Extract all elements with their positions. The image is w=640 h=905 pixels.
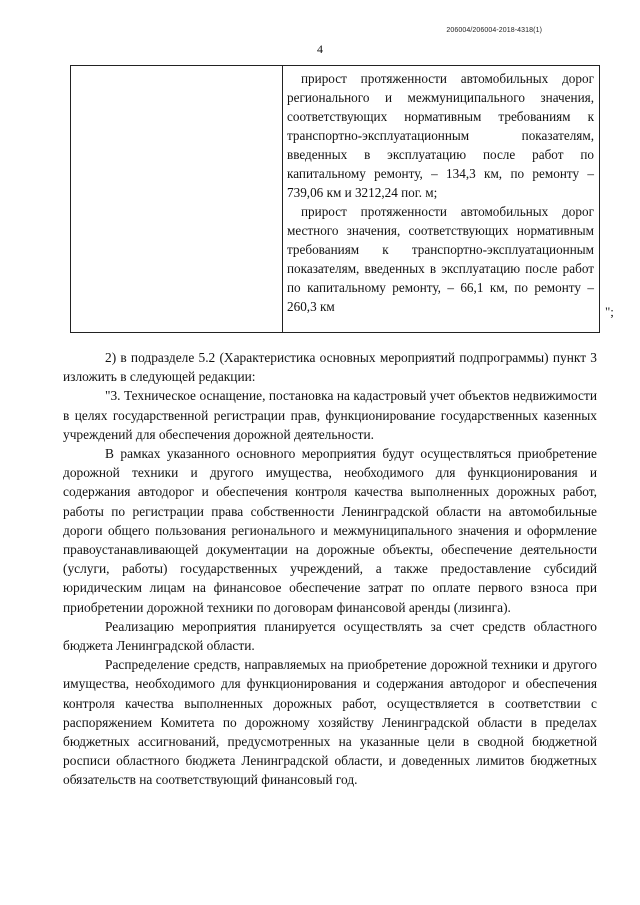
paragraph-item-3: "3. Техническое оснащение, постановка на кадастровый учет объектов недвижимости в целях государственной регистрации прав, функционирование государственных казенных учреждений для обеспечения дорожной деятельности. — [63, 388, 597, 442]
cell-paragraph-local: прирост протяженности автомобильных дорог местного значения, соответствующих нормативным требованиям к транспортно-эксплуатационным показателям, введенных в эксплуатацию после работ по капитальному ремонту, – 66,1 км, по ремонту – 260,3 км — [287, 204, 594, 314]
table-right-cell — [287, 69, 594, 316]
cell-paragraph-regional: прирост протяженности автомобильных дорог регионального и межмуниципального значения, соответствующих нормативным требованиям к транспортно-эксплуатационным показателям, введенных в эксплуатацию после работ по капитальному ремонту, – 134,3 км, по ремонту – 739,06 км и 3212,24 пог. м; — [287, 71, 594, 200]
body-text — [63, 348, 597, 790]
page-number: 4 — [317, 42, 323, 56]
closing-quote-mark: "; — [605, 304, 614, 319]
document-code: 206004/206004-2018-4318(1) — [446, 27, 542, 34]
paragraph-funding: Реализацию мероприятия планируется осуществлять за счет средств областного бюджета Ленинградской области. — [63, 618, 597, 654]
paragraph-amendment: 2) в подразделе 5.2 (Характеристика основных мероприятий подпрограммы) пункт 3 изложить в следующей редакции: — [63, 350, 597, 385]
paragraph-activities: В рамках указанного основного мероприятия будут осуществляться приобретение дорожной техники и другого имущества, необходимого для функционирования и содержания автодорог и обеспечения контроля качества выполненных дорожных работ, работы по регистрации права собственности Ленинградской области на автомобильные дороги общего пользования регионального и межмуниципального значения и оформление правоустанавливающей документации на дорожные объекты, обеспечение деятельности (услуги, работы) государственных учреждений, а также предоставление субсидий юридическим лицам на финансовое обеспечение затрат по оплате первого взноса при приобретении дорожной техники по договорам финансовой аренды (лизинга). — [63, 446, 597, 615]
paragraph-distribution: Распределение средств, направляемых на приобретение дорожной техники и другого имущества, необходимого для функционирования и содержания автодорог и обеспечения контроля качества выполненных дорожных работ, осуществляется в соответствии с распоряжением Комитета по дорожному хозяйству Ленинградской области в пределах бюджетных ассигнований, предусмотренных на указанные цели в сводной бюджетной росписи областного бюджета Ленинградской области, и доведенных лимитов бюджетных обязательств на соответствующий финансовый год. — [63, 657, 597, 788]
table-column-divider — [282, 65, 283, 333]
